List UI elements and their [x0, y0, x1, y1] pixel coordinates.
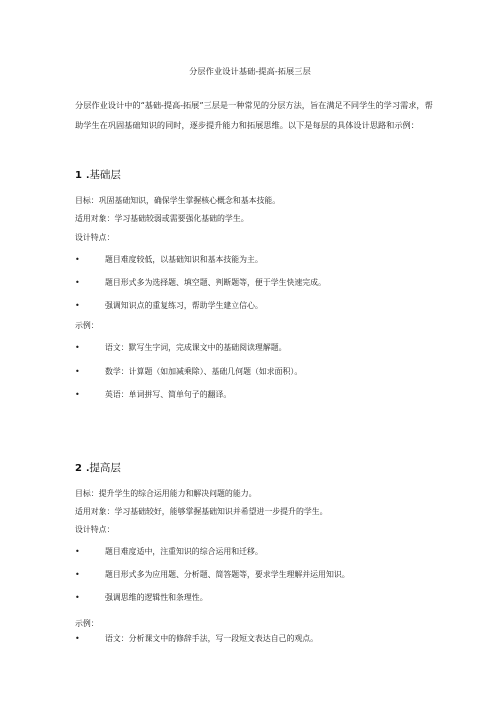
- section-dot: .: [85, 464, 90, 474]
- list-item: [75, 592, 208, 603]
- features-label: 设计特点：: [75, 525, 115, 534]
- bullet-icon: •: [75, 255, 80, 264]
- bullet-icon: •: [75, 634, 80, 643]
- section-number: 1: [75, 170, 82, 181]
- section-audience: 适用对象：学习基础较弱或需要强化基础的学生。: [75, 214, 249, 223]
- section-heading-improve: [75, 460, 121, 475]
- list-item: [75, 277, 326, 288]
- features-label: 设计特点：: [75, 233, 115, 242]
- list-item-text: 题目形式多为应用题、分析题、简答题等，要求学生理解并运用知识。: [105, 570, 350, 579]
- list-item: [75, 633, 318, 644]
- list-item-text: 题目难度适中，注重知识的综合运用和迁移。: [105, 547, 263, 556]
- list-item-text: 语文：默写生字词，完成课文中的基础阅读理解题。: [105, 343, 287, 352]
- list-item-text: 英语：单词拼写、简单句子的翻译。: [105, 390, 232, 399]
- section-goal: 目标：提升学生的综合运用能力和解决问题的能力。: [75, 489, 257, 498]
- section-audience: 适用对象：学习基础较好，能够掌握基础知识并希望进一步提升的学生。: [75, 507, 328, 516]
- list-item: [75, 389, 231, 400]
- bullet-icon: •: [75, 547, 80, 556]
- list-item-text: 数学：计算题（如加减乘除）、基础几何题（如求面积）。: [105, 367, 303, 376]
- bullet-icon: •: [75, 570, 80, 579]
- list-item-text: 强调知识点的重复练习，帮助学生建立信心。: [105, 301, 263, 310]
- list-item: [75, 254, 263, 265]
- list-item: [75, 342, 287, 353]
- intro-paragraph: 分层作业设计中的“基础-提高-拓展”三层是一种常见的分层方法，旨在满足不同学生的学习需求，帮助学生在巩固基础知识的同时，逐步提升能力和拓展思维。以下是每层的具体设计思路和示例：: [75, 100, 433, 130]
- section-number: 2: [75, 463, 82, 474]
- bullet-icon: •: [75, 367, 80, 376]
- list-item-text: 语文：分析课文中的修辞手法，写一段短文表达自己的观点。: [105, 634, 319, 643]
- document-title: 分层作业设计基础-提高-拓展三层: [189, 66, 311, 76]
- bullet-icon: •: [75, 278, 80, 287]
- list-item-text: 题目难度较低，以基础知识和基本技能为主。: [105, 255, 263, 264]
- section-dot: .: [85, 171, 90, 181]
- examples-label: 示例：: [75, 321, 99, 330]
- list-item-text: 强调思维的逻辑性和条理性。: [105, 593, 208, 602]
- section-goal: 目标：巩固基础知识，确保学生掌握核心概念和基本技能。: [75, 196, 281, 205]
- examples-label: 示例：: [75, 619, 99, 628]
- list-item: [75, 300, 263, 311]
- list-item: [75, 366, 302, 377]
- section-title: 提高层: [89, 462, 121, 474]
- section-title: 基础层: [89, 169, 121, 181]
- list-item: [75, 569, 350, 580]
- bullet-icon: •: [75, 301, 80, 310]
- bullet-icon: •: [75, 343, 80, 352]
- section-heading-basic: [75, 167, 121, 182]
- bullet-icon: •: [75, 390, 80, 399]
- bullet-icon: •: [75, 593, 80, 602]
- list-item: [75, 546, 263, 557]
- list-item-text: 题目形式多为选择题、填空题、判断题等，便于学生快速完成。: [105, 278, 326, 287]
